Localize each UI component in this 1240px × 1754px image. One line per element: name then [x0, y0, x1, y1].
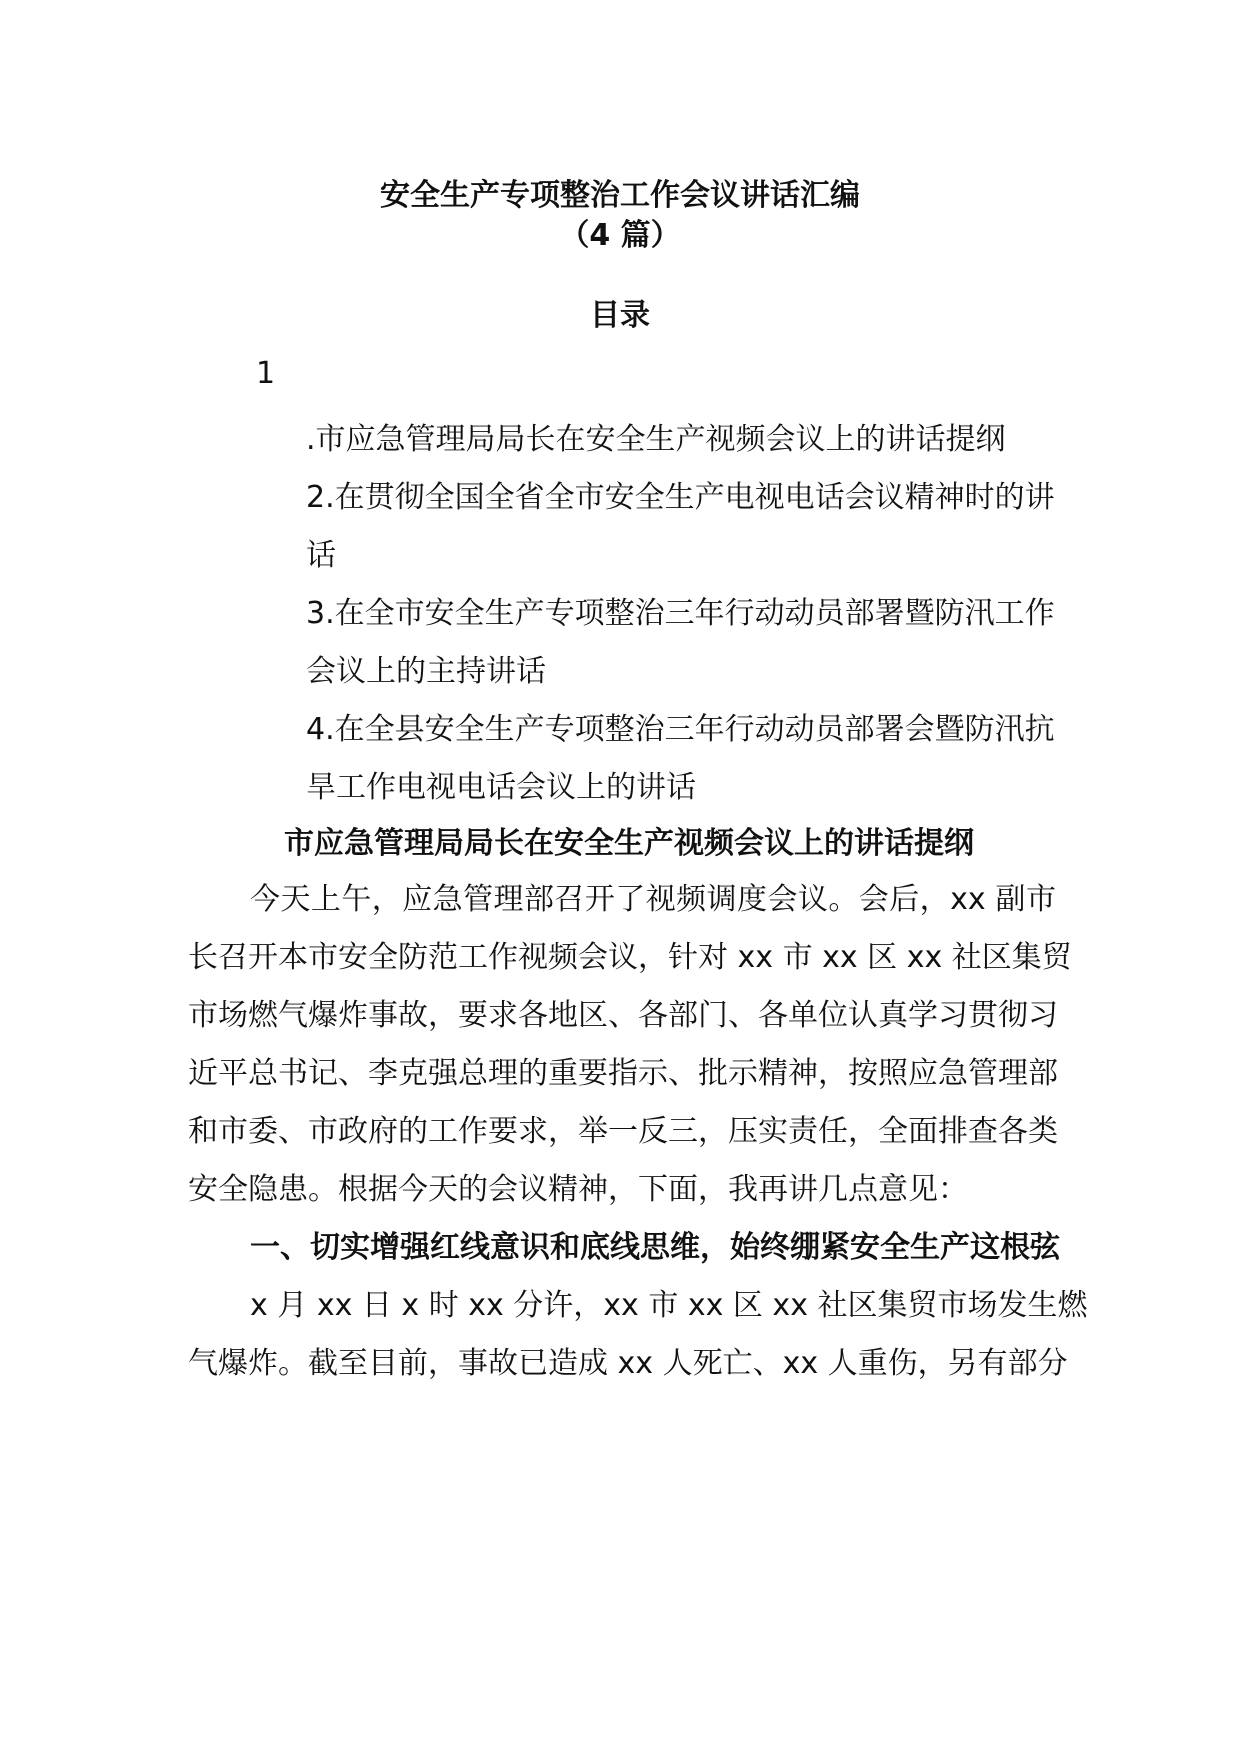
toc-item-4: 4.在全县安全生产专项整治三年行动动员部署会暨防汛抗 [306, 712, 1055, 747]
toc-number: 1 [256, 356, 276, 391]
paragraph-line: 安全隐患。根据今天的会议精神，下面，我再讲几点意见： [188, 1172, 968, 1207]
paragraph-line: 和市委、市政府的工作要求，举一反三，压实责任，全面排查各类 [188, 1114, 1058, 1149]
document-subtitle: （4 篇） [559, 218, 681, 253]
paragraph-line: 长召开本市安全防范工作视频会议，针对 xx 市 xx 区 xx 社区集贸 [188, 940, 1072, 975]
paragraph-line: 近平总书记、李克强总理的重要指示、批示精神，按照应急管理部 [188, 1056, 1058, 1091]
section-title: 市应急管理局局长在安全生产视频会议上的讲话提纲 [284, 826, 974, 861]
toc-item-3-continued: 会议上的主持讲话 [306, 654, 546, 689]
paragraph-line: 今天上午，应急管理部召开了视频调度会议。会后，xx 副市 [250, 882, 1056, 917]
toc-item-3: 3.在全市安全生产专项整治三年行动动员部署暨防汛工作 [306, 596, 1055, 631]
toc-heading: 目录 [590, 298, 650, 333]
toc-item-4-continued: 旱工作电视电话会议上的讲话 [306, 770, 696, 805]
paragraph-line: x 月 xx 日 x 时 xx 分许，xx 市 xx 区 xx 社区集贸市场发生燃 [250, 1288, 1088, 1323]
toc-item-2-continued: 话 [306, 538, 336, 573]
paragraph-line: 气爆炸。截至目前，事故已造成 xx 人死亡、xx 人重伤，另有部分 [188, 1346, 1068, 1381]
toc-item-1: .市应急管理局局长在安全生产视频会议上的讲话提纲 [306, 422, 1006, 457]
document-title: 安全生产专项整治工作会议讲话汇编 [380, 178, 860, 213]
toc-item-2: 2.在贯彻全国全省全市安全生产电视电话会议精神时的讲 [306, 480, 1055, 515]
section-heading: 一、切实增强红线意识和底线思维，始终绷紧安全生产这根弦 [250, 1230, 1060, 1265]
paragraph-line: 市场燃气爆炸事故，要求各地区、各部门、各单位认真学习贯彻习 [188, 998, 1058, 1033]
